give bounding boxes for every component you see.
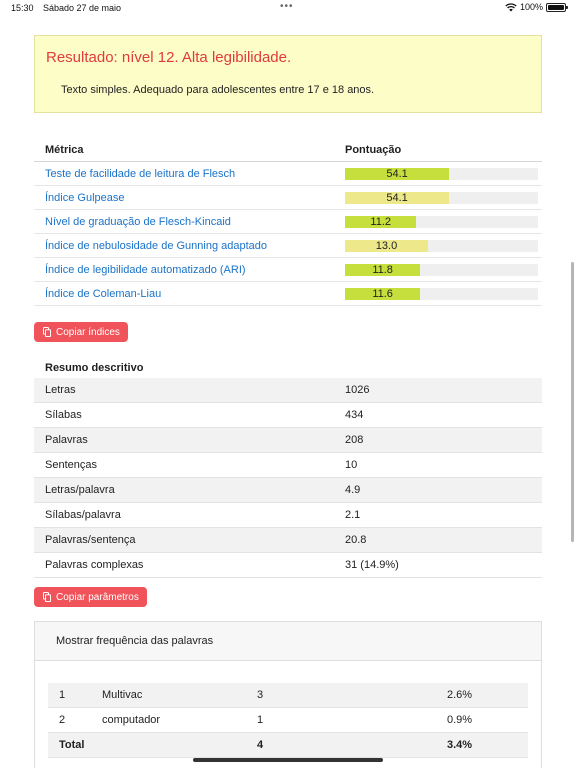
- metric-row: [34, 258, 542, 282]
- summary-row: [34, 553, 542, 578]
- metric-score-cell: [334, 162, 542, 186]
- metric-name-link[interactable]: Índice de legibilidade automatizado (ARI): [34, 258, 334, 282]
- result-box: [34, 35, 542, 113]
- copy-icon: [43, 592, 51, 602]
- frequency-total-percent: 3.4%: [447, 733, 528, 758]
- summary-title: Resumo descritivo: [45, 361, 144, 374]
- metric-column-header: Métrica: [34, 138, 334, 162]
- metric-score-cell: [334, 186, 542, 210]
- word-frequency-toggle[interactable]: Mostrar frequência das palavras: [35, 622, 541, 661]
- frequency-rank: 1: [48, 683, 102, 708]
- frequency-total-count: 4: [257, 733, 447, 758]
- frequency-total-row: [48, 733, 528, 758]
- score-bar-track: [345, 288, 538, 300]
- metric-score-cell: [334, 258, 542, 282]
- metric-name-link[interactable]: Índice Gulpease: [34, 186, 334, 210]
- score-value: 54.1: [386, 167, 408, 180]
- summary-label: Sílabas: [34, 403, 334, 428]
- score-bar-track: [345, 168, 538, 180]
- summary-label: Sentenças: [34, 453, 334, 478]
- score-bar-track: [345, 192, 538, 204]
- summary-value: 434: [334, 403, 542, 428]
- wifi-icon: [505, 3, 517, 12]
- battery-percent: 100%: [519, 2, 543, 12]
- summary-table: [34, 357, 542, 578]
- copy-indices-label: Copiar índices: [56, 326, 120, 338]
- summary-value: 10: [334, 453, 542, 478]
- result-description: Texto simples. Adequado para adolescentes entre 17 e 18 anos.: [61, 84, 375, 96]
- summary-value: 208: [334, 428, 542, 453]
- score-value: 11.2: [370, 215, 391, 228]
- copy-indices-button[interactable]: [34, 322, 128, 342]
- metric-name-link[interactable]: Índice de nebulosidade de Gunning adaptado: [34, 234, 334, 258]
- frequency-count: 3: [257, 683, 447, 708]
- summary-label: Letras/palavra: [34, 478, 334, 503]
- metric-row: [34, 210, 542, 234]
- summary-row: [34, 503, 542, 528]
- metric-row: [34, 282, 542, 306]
- metric-score-cell: [334, 210, 542, 234]
- status-date: Sábado 27 de maio: [43, 3, 122, 13]
- score-bar-track: [345, 216, 538, 228]
- metric-name-link[interactable]: Índice de Coleman-Liau: [34, 282, 334, 306]
- summary-value: 2.1: [334, 503, 542, 528]
- score-value: 11.8: [372, 263, 393, 276]
- frequency-word: computador: [102, 708, 257, 733]
- score-value: 13.0: [375, 239, 398, 252]
- summary-label: Palavras complexas: [34, 553, 334, 578]
- multitasking-dots[interactable]: •••: [280, 1, 294, 12]
- frequency-word: Multivac: [102, 683, 257, 708]
- status-right: [505, 2, 566, 12]
- metrics-header-row: [34, 138, 542, 162]
- copy-icon: [43, 327, 51, 337]
- summary-row: [34, 528, 542, 553]
- score-bar-track: [345, 240, 538, 252]
- summary-label: Sílabas/palavra: [34, 503, 334, 528]
- metric-row: [34, 234, 542, 258]
- status-bar: [0, 0, 576, 18]
- word-frequency-table: [48, 683, 528, 758]
- battery-icon: [546, 3, 566, 12]
- frequency-row: [48, 708, 528, 733]
- summary-label: Palavras: [34, 428, 334, 453]
- summary-label: Palavras/sentença: [34, 528, 334, 553]
- summary-row: [34, 453, 542, 478]
- summary-label: Letras: [34, 378, 334, 403]
- summary-value: 4.9: [334, 478, 542, 503]
- word-frequency-panel: [34, 621, 542, 768]
- frequency-row: [48, 683, 528, 708]
- metric-name-link[interactable]: Teste de facilidade de leitura de Flesch: [34, 162, 334, 186]
- metric-row: [34, 162, 542, 186]
- copy-params-label: Copiar parâmetros: [56, 591, 139, 603]
- frequency-total-label: Total: [48, 733, 102, 758]
- copy-params-button[interactable]: [34, 587, 147, 607]
- scroll-indicator[interactable]: [571, 262, 574, 542]
- summary-row: [34, 428, 542, 453]
- metric-score-cell: [334, 234, 542, 258]
- score-bar-track: [345, 264, 538, 276]
- frequency-percent: 0.9%: [447, 708, 528, 733]
- score-column-header: Pontuação: [334, 138, 542, 162]
- metric-row: [34, 186, 542, 210]
- metric-name-link[interactable]: Nível de graduação de Flesch-Kincaid: [34, 210, 334, 234]
- summary-row: [34, 403, 542, 428]
- frequency-count: 1: [257, 708, 447, 733]
- result-title: Resultado: nível 12. Alta legibilidade.: [46, 49, 292, 66]
- frequency-percent: 2.6%: [447, 683, 528, 708]
- score-value: 54.1: [386, 191, 408, 204]
- frequency-rank: 2: [48, 708, 102, 733]
- metrics-table: [34, 138, 542, 306]
- summary-row: [34, 378, 542, 403]
- score-value: 11.6: [372, 287, 393, 300]
- summary-row: [34, 478, 542, 503]
- home-indicator[interactable]: [193, 758, 383, 762]
- summary-value: 31 (14.9%): [334, 553, 542, 578]
- summary-value: 20.8: [334, 528, 542, 553]
- metric-score-cell: [334, 282, 542, 306]
- status-time: 15:30: [11, 3, 34, 13]
- frequency-total-spacer: [102, 733, 257, 758]
- summary-value: 1026: [334, 378, 542, 403]
